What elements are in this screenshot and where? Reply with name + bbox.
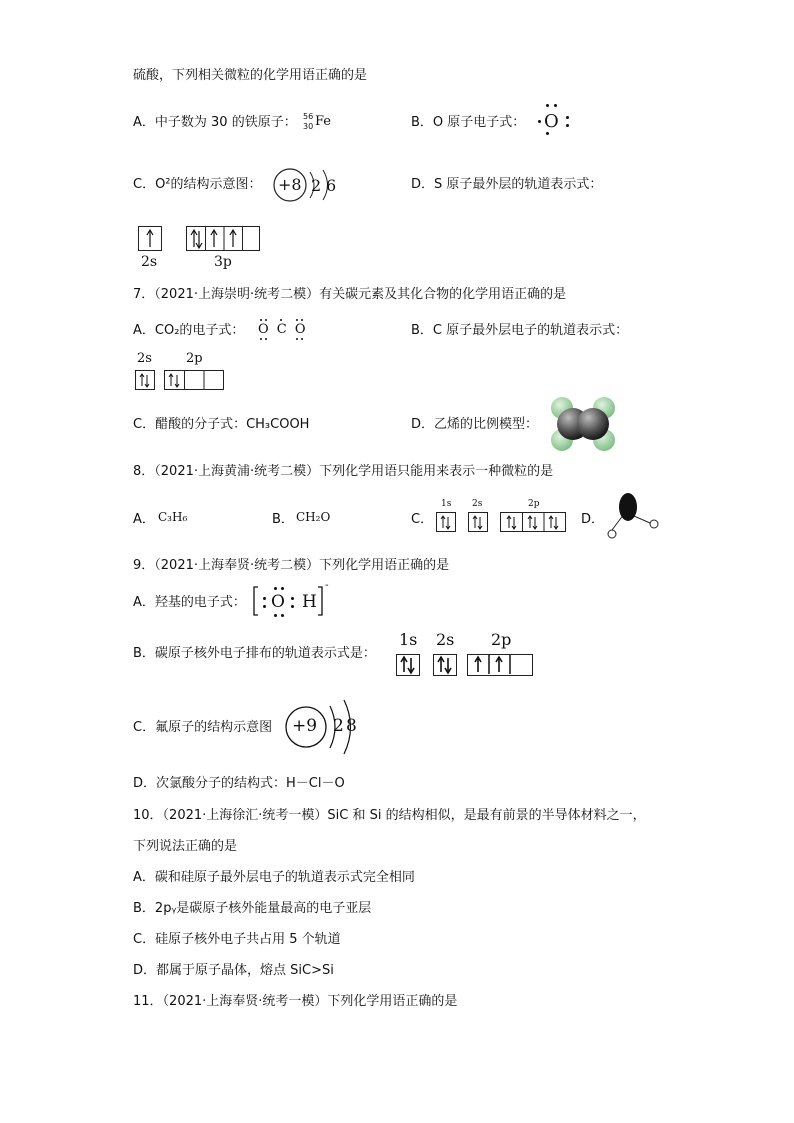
electron-dot (566, 124, 569, 127)
q7-b-label-2p: 2p (186, 351, 203, 366)
bracket-icon (252, 584, 332, 618)
q9-b-orbital-2p (467, 654, 533, 676)
q6-option-c: C．O²的结构示意图： (133, 177, 262, 192)
q6-d-label-2s: 2s (141, 254, 158, 270)
electron-dot (263, 597, 266, 600)
q6-d-label-3p: 3p (214, 254, 232, 270)
electron-dot (260, 319, 262, 321)
electron-dot (260, 338, 262, 340)
q6-option-d: D．S 原子最外层的轨道表示式： (411, 177, 603, 192)
water-ball-stick-model-icon (600, 492, 662, 542)
q8-stem: 8．（2021·上海黄浦·统考二模）下列化学用语只能用来表示一种微粒的是 (133, 464, 554, 479)
electron-dot (296, 338, 298, 340)
q11-stem: 11．（2021·上海奉贤·统考一模）下列化学用语正确的是 (133, 994, 458, 1009)
paired-arrows-icon (469, 513, 487, 531)
paired-arrows-icon (434, 655, 455, 674)
electron-dot (546, 104, 549, 107)
q6-a-symbol: Fe (315, 114, 332, 129)
q9-option-a: A．羟基的电子式： (133, 595, 246, 610)
q10-option-b: B．2pᵧ是碳原子核外能量最高的电子亚层 (133, 901, 372, 916)
electron-dot (296, 319, 298, 321)
q8-a-formula: C₃H₆ (158, 510, 188, 524)
q6-c-shell2: 6 (326, 176, 337, 195)
up-arrow-icon (139, 227, 161, 250)
q6-d-orbital-3p (186, 226, 260, 251)
orbital-arrows (187, 227, 261, 250)
q10-stem-line2: 下列说法正确的是 (133, 839, 238, 854)
q6-a-number: 30 (303, 122, 314, 131)
q8-c-label-2s: 2s (472, 499, 483, 509)
q9-b-label-2s: 2s (436, 630, 455, 649)
q9-stem: 9．（2021·上海奉贤·统考二模）下列化学用语正确的是 (133, 558, 450, 573)
paired-arrows-icon (397, 655, 418, 674)
electron-dot (566, 116, 569, 119)
q10-option-a: A．碳和硅原子最外层电子的轨道表示式完全相同 (133, 870, 415, 885)
q7-b-orbital-2p (164, 370, 224, 390)
q6-c-shell1: 2 (311, 176, 322, 195)
q7-stem: 7．（2021·上海崇明·统考二模）有关碳元素及其化合物的化学用语正确的是 (133, 287, 567, 302)
q9-option-b: B．碳原子核外电子排布的轨道表示式是： (133, 646, 376, 661)
orbital-arrows (165, 371, 223, 389)
q8-b-formula: CH₂O (296, 510, 331, 524)
electron-dot (301, 338, 303, 340)
electron-dot (291, 605, 294, 608)
q10-option-c: C．硅原子核外电子共占用 5 个轨道 (133, 932, 341, 947)
electron-dot (280, 319, 282, 321)
ethylene-model-icon (548, 396, 618, 452)
electron-dot (291, 597, 294, 600)
q8-option-c: C． (411, 512, 434, 527)
q7-b-orbital-2s (135, 370, 155, 390)
q9-option-d: D．次氯酸分子的结构式：H－Cl－O (133, 776, 345, 791)
q9-b-label-2p: 2p (491, 630, 512, 649)
q8-option-a: A． (133, 512, 155, 527)
q9-a-hydroxyl-lewis (252, 580, 332, 618)
electron-dot (554, 104, 557, 107)
q7-option-a: A．CO₂的电子式： (133, 323, 245, 338)
q8-c-orbital-2s (468, 512, 488, 532)
q7-b-label-2s: 2s (137, 351, 152, 366)
q6-option-b: B．O 原子电子式： (411, 115, 526, 130)
electron-dot (281, 587, 284, 590)
q6-b-lewis-o (536, 102, 572, 136)
q9-a-charge: - (325, 580, 329, 591)
q7-option-c: C．醋酸的分子式：CH₃COOH (133, 417, 310, 432)
q9-c-shell2: 8 (346, 716, 357, 736)
orbital-arrows (501, 513, 565, 531)
q9-option-c: C．氟原子的结构示意图 (133, 720, 273, 735)
q9-a-h: H (302, 592, 317, 612)
orbital-arrows (468, 655, 531, 674)
q6-option-a: A．中子数为 30 的铁原子： (133, 115, 297, 130)
electron-dot (265, 319, 267, 321)
electron-dot (281, 614, 284, 617)
q8-c-label-1s: 1s (441, 499, 452, 509)
electron-dot (263, 605, 266, 608)
q8-option-d: D． (581, 512, 605, 527)
q9-c-structure (284, 698, 364, 756)
q7-a-lewis-co2 (256, 318, 316, 342)
q6-d-orbital-2s (138, 226, 162, 251)
q9-b-orbital-1s (396, 654, 420, 676)
q10-option-d: D．都属于原子晶体，熔点 SiC>Si (133, 963, 334, 978)
electron-dot (274, 587, 277, 590)
electron-dot (538, 120, 541, 123)
electron-dot (265, 338, 267, 340)
q6-c-structure (272, 166, 344, 206)
electron-dot (546, 132, 549, 135)
q6-b-symbol: O (544, 111, 559, 132)
paired-arrows-icon (136, 371, 154, 389)
q8-option-b: B． (272, 512, 294, 527)
q10-stem-line1: 10．（2021·上海徐汇·统考一模）SiC 和 Si 的结构相似，是最有前景的半导体材料之一， (133, 808, 646, 823)
q8-c-label-2p: 2p (528, 499, 540, 509)
electron-dot (301, 319, 303, 321)
q9-b-orbital-2s (433, 654, 457, 676)
q9-a-o: O (271, 592, 285, 612)
q9-b-label-1s: 1s (399, 630, 418, 649)
q7-option-d: D．乙烯的比例模型： (411, 417, 539, 432)
q8-c-orbital-2p (500, 512, 566, 532)
q6-a-mass: 56 (303, 112, 314, 121)
paired-arrows-icon (437, 513, 455, 531)
q8-c-orbital-1s (436, 512, 456, 532)
intro-text: 硫酸，下列相关微粒的化学用语正确的是 (133, 68, 368, 83)
q7-a-formula: O C O (258, 322, 308, 337)
q9-c-nucleus: +9 (292, 716, 318, 736)
q6-a-isotope (303, 112, 343, 136)
q9-c-shell1: 2 (333, 716, 344, 736)
q7-option-b: B．C 原子最外层电子的轨道表示式： (411, 323, 629, 338)
q6-c-nucleus: +8 (278, 175, 302, 194)
electron-dot (274, 614, 277, 617)
